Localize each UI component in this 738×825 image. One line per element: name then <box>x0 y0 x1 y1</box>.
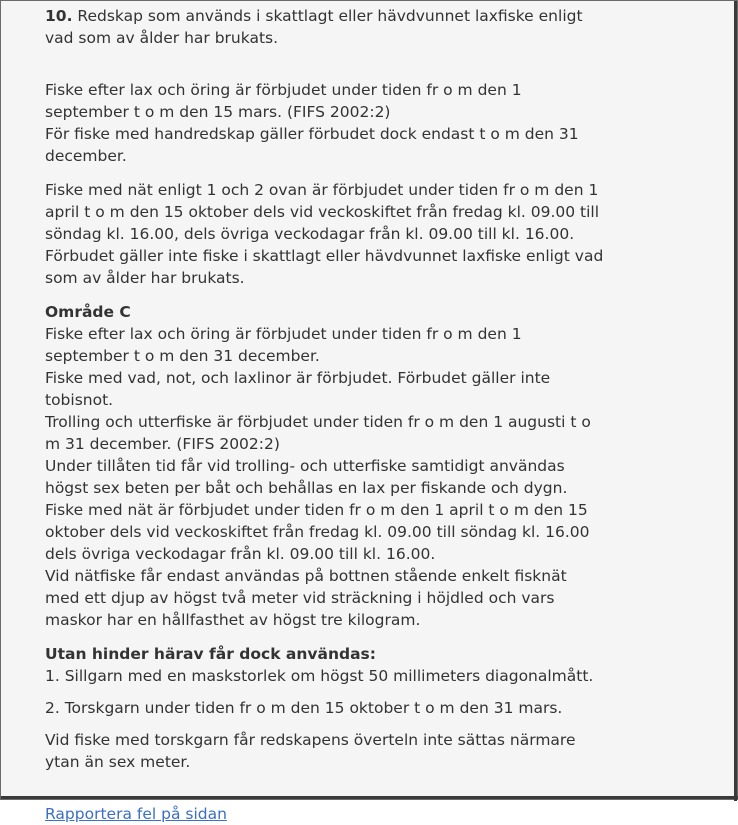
area-c-line: Under tillåten tid får vid trolling- och utterfiske samtidigt användas högst sex beten per båt och behållas en lax per fiskande och dygn. <box>45 457 568 497</box>
item-10 <box>45 5 605 49</box>
area-c-line: Trolling och utterfiske är förbjudet under tiden fr o m den 1 augusti t o m 31 december. (FIFS 2002:2) <box>45 413 591 453</box>
frame-shadow-bottom <box>1 796 738 799</box>
exceptions-heading: Utan hinder härav får dock användas: <box>45 645 376 663</box>
area-c-heading: Område C <box>45 303 131 321</box>
item-10-number: 10. <box>45 7 73 25</box>
salmon-ban-paragraph: Fiske efter lax och öring är förbjudet under tiden fr o m den 1 september t o m den 15 mars. (FIFS 2002:2) <box>45 81 522 121</box>
exception-item: 1. Sillgarn med en maskstorlek om högst 50 millimeters diagonalmått. <box>45 667 594 685</box>
area-c-line: Fiske med nät är förbjudet under tiden fr o m den 1 april t o m den 15 oktober dels vid veckoskiftet från fredag kl. 09.00 till söndag kl. 16.00 dels övriga veckodagar från kl. 09.00 till kl. 16.00. <box>45 501 590 563</box>
exception-item: 2. Torskgarn under tiden fr o m den 15 oktober t o m den 31 mars. <box>45 699 563 717</box>
area-c-line: Fiske efter lax och öring är förbjudet under tiden fr o m den 1 september t o m den 31 december. <box>45 325 522 365</box>
handgear-paragraph: För fiske med handredskap gäller förbudet dock endast t o m den 31 december. <box>45 125 579 165</box>
area-c-line: Fiske med vad, not, och laxlinor är förbjudet. Förbudet gäller inte tobisnot. <box>45 369 551 409</box>
cod-net-note: Vid fiske med torskgarn får redskapens överteln inte sättas närmare ytan än sex meter. <box>45 731 576 771</box>
frame-shadow-right <box>734 1 737 801</box>
regulation-content <box>45 1 605 825</box>
item-10-text: Redskap som används i skattlagt eller hävdvunnet laxfiske enligt vad som av ålder har brukats. <box>45 7 583 47</box>
area-c-line: Vid nätfiske får endast användas på bottnen stående enkelt fisknät med ett djup av högst två meter vid sträckning i höjdled och vars maskor har en hållfasthet av högst tre kilogram. <box>45 567 567 629</box>
report-error-link[interactable]: Rapportera fel på sidan <box>45 805 227 823</box>
net-ban-paragraph: Fiske med nät enligt 1 och 2 ovan är förbjudet under tiden fr o m den 1 april t o m den 15 oktober dels vid veckoskiftet från fredag kl. 09.00 till söndag kl. 16.00, dels övriga veckodagar från kl. 09.00 till kl. 16.00. Förbudet gäller inte fiske i skattlagt eller hävdvunnet laxfiske enligt vad som av ålder har brukats. <box>45 181 604 287</box>
